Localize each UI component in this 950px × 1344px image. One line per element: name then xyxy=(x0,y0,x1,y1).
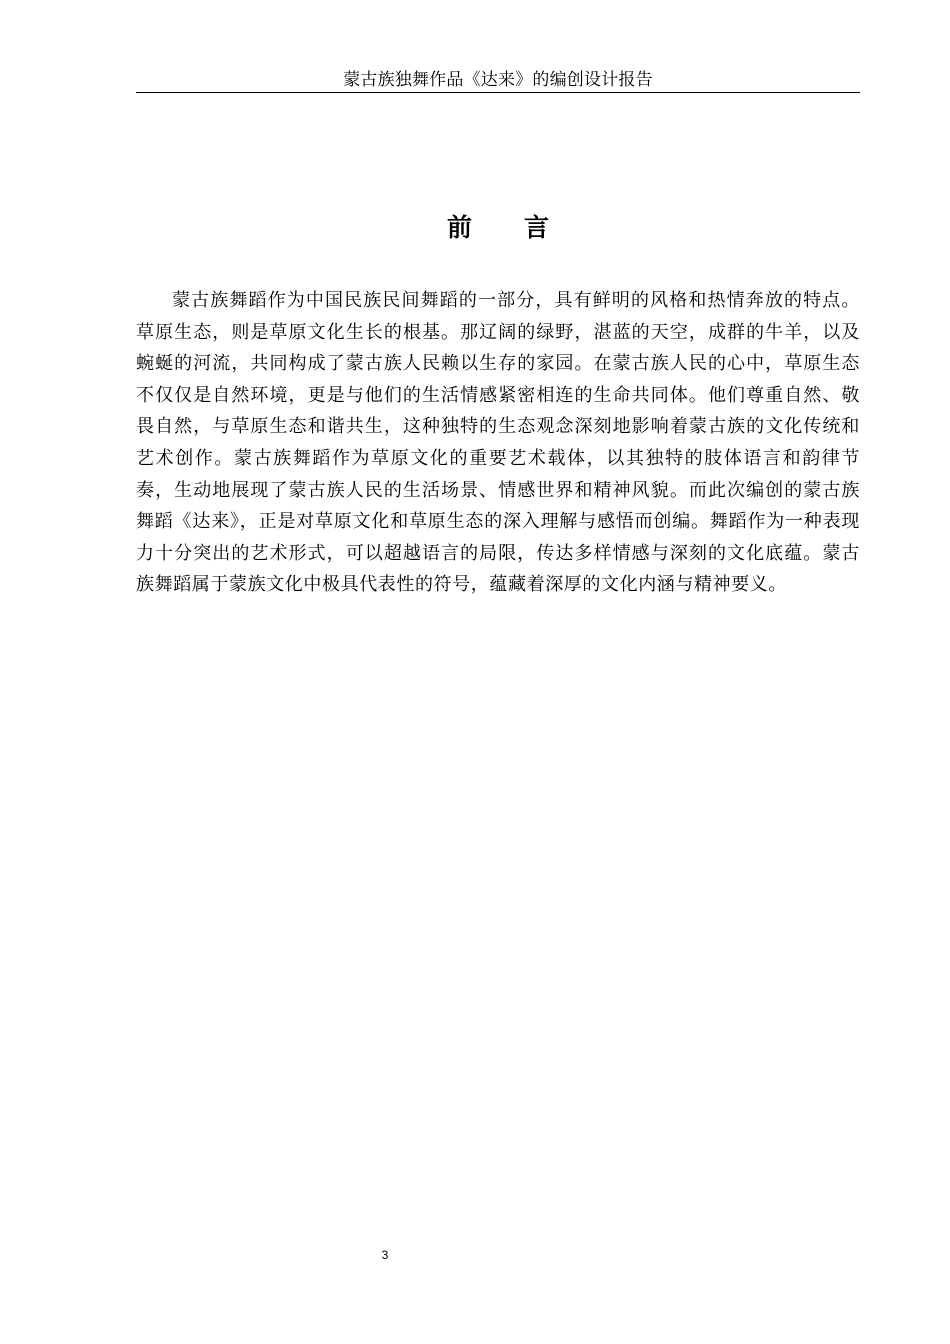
section-title-char-1: 前 xyxy=(446,213,472,242)
body-paragraph: 蒙古族舞蹈作为中国民族民间舞蹈的一部分，具有鲜明的风格和热情奔放的特点。草原生态，则是草原文化生长的根基。那辽阔的绿野，湛蓝的天空，成群的牛羊，以及蜿蜒的河流，共同构成了蒙古族人民赖以生存的家园。在蒙古族人民的心中，草原生态不仅仅是自然环境，更是与他们的生活情感紧密相连的生命共同体。他们尊重自然、敬畏自然，与草原生态和谐共生，这种独特的生态观念深刻地影响着蒙古族的文化传统和艺术创作。蒙古族舞蹈作为草原文化的重要艺术载体，以其独特的肢体语言和韵律节奏，生动地展现了蒙古族人民的生活场景、情感世界和精神风貌。而此次编创的蒙古族舞蹈《达来》，正是对草原文化和草原生态的深入理解与感悟而创编。舞蹈作为一种表现力十分突出的艺术形式，可以超越语言的局限，传达多样情感与深刻的文化底蕴。蒙古族舞蹈属于蒙族文化中极具代表性的符号，蕴藏着深厚的文化内涵与精神要义。 xyxy=(136,290,860,596)
page-number: 3 xyxy=(381,1248,389,1262)
section-title-char-2: 言 xyxy=(524,213,550,242)
header-divider xyxy=(136,92,860,93)
running-header: 蒙古族独舞作品《达来》的编创设计报告 xyxy=(343,70,653,90)
section-title xyxy=(136,210,860,246)
